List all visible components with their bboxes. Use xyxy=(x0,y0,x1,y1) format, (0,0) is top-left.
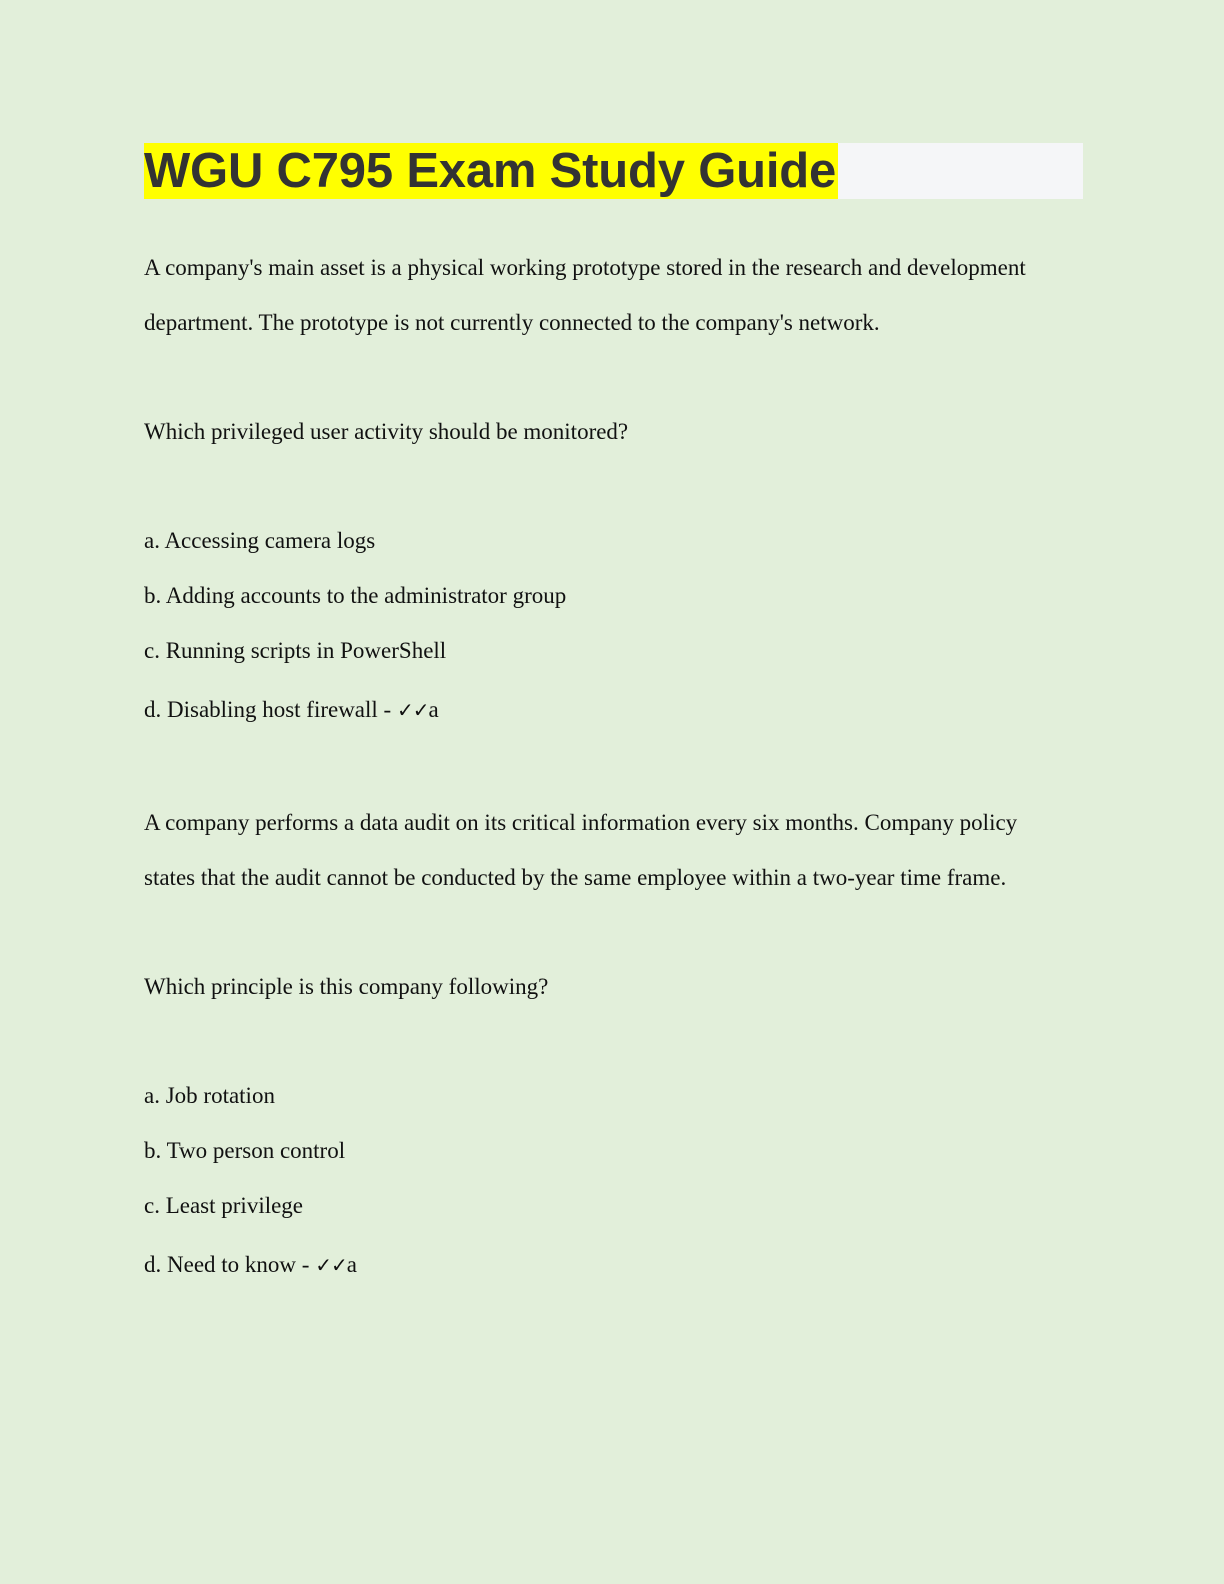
question-2-answer: a xyxy=(346,1252,357,1277)
question-2-option-c: c. Least privilege xyxy=(144,1193,304,1218)
question-2-stem-line-1: A company performs a data audit on its critical information every six months. Company policy xyxy=(144,810,1018,835)
question-1-option-a: a. Accessing camera logs xyxy=(144,528,376,553)
question-2-stem-line-2: states that the audit cannot be conducted by the same employee within a two-year time frame. xyxy=(144,865,1007,890)
question-1-option-b: b. Adding accounts to the administrator group xyxy=(144,583,567,608)
page-title: WGU C795 Exam Study Guide xyxy=(144,144,837,198)
question-1-stem-line-1: A company's main asset is a physical working prototype stored in the research and development xyxy=(144,255,1026,280)
question-2-option-b: b. Two person control xyxy=(144,1138,346,1163)
question-1-option-d: d. Disabling host firewall - xyxy=(144,697,397,722)
question-2-option-a: a. Job rotation xyxy=(144,1083,275,1108)
question-1-option-c: c. Running scripts in PowerShell xyxy=(144,638,447,663)
question-2-option-d: d. Need to know - xyxy=(144,1252,316,1277)
question-1-prompt: Which privileged user activity should be monitored? xyxy=(144,419,629,444)
question-2-prompt: Which principle is this company following? xyxy=(144,974,549,999)
question-1-answer: a xyxy=(428,697,439,722)
question-2-option-d-row xyxy=(144,1251,357,1279)
answer-check-icon: ✓✓ xyxy=(396,698,429,722)
question-1-stem-line-2: department. The prototype is not currently connected to the company's network. xyxy=(144,310,880,335)
question-1-option-d-row xyxy=(144,696,439,724)
answer-check-icon: ✓✓ xyxy=(315,1253,347,1277)
